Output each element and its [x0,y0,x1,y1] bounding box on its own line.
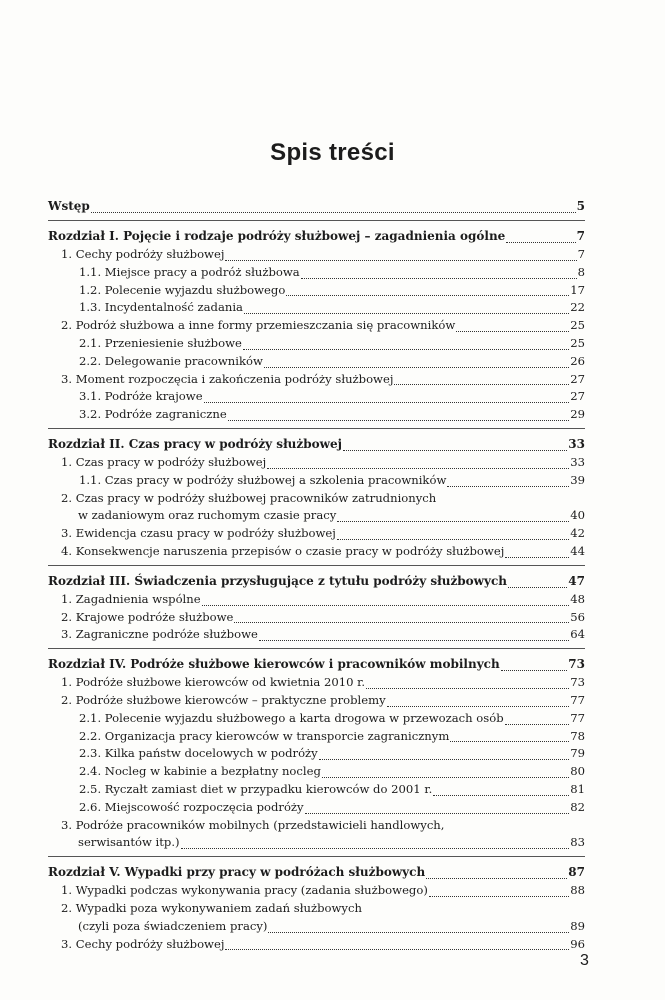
toc-entry [48,674,585,692]
toc-entry-title: 1.2. Polecenie wyjazdu służbowego [79,282,286,297]
toc-entry-page: 7 [576,229,585,243]
toc-entry [48,799,585,817]
toc-entry-title: Rozdział I. Pojęcie i rodzaje podróży służbowej – zagadnienia ogólne [48,229,506,243]
toc-entry-page: 33 [568,436,585,451]
toc-entry [48,728,585,746]
toc-entry-title: 1. Zagadnienia wspólne [61,591,201,606]
toc-entry-page: 77 [570,710,585,725]
dot-leader [394,384,569,385]
toc-entry-page: 40 [570,508,585,523]
dot-leader [366,688,569,689]
dot-leader [181,848,570,849]
toc-entry-page: 26 [570,353,585,368]
toc-entry-title: 2. Czas pracy w podróży służbowej pracowników zatrudnionych [61,490,437,505]
dot-leader [337,521,569,522]
toc-entry-page: 25 [570,335,585,350]
toc-entry-page: 29 [570,407,585,422]
toc-entry [48,388,585,406]
toc-entry-page: 77 [570,692,585,707]
dot-leader [508,587,567,588]
toc-entry-title: serwisantów itp.) [78,835,180,850]
dot-leader [319,759,570,760]
dot-leader [450,741,569,742]
dot-leader [343,450,567,451]
toc-entry-title: 1.1. Czas pracy w podróży służbowej a szkolenia pracowników [79,472,447,487]
dot-leader [501,670,568,671]
toc-entry [48,472,585,490]
toc-entry-page: 79 [570,746,585,761]
toc-entry-title: 2.2. Organizacja pracy kierowców w transporcie zagranicznym [79,728,450,743]
toc-entry-page: 17 [570,282,585,297]
toc-entry-title: w zadaniowym oraz ruchomym czasie pracy [78,508,337,523]
toc-section [48,435,585,566]
toc-entry-page: 39 [570,472,585,487]
toc-entry-title: Rozdział II. Czas pracy w podróży służbowej [48,436,342,451]
toc-entry [48,763,585,781]
dot-leader [429,896,569,897]
toc-chapter-entry [48,435,585,454]
dot-leader [267,468,569,469]
dot-leader [447,486,569,487]
dot-leader [228,420,570,421]
toc-entry-title: 2. Podróże służbowe kierowców – praktyczne problemy [61,692,386,707]
toc-entry-title: 3. Moment rozpoczęcia i zakończenia podróży służbowej [61,371,394,386]
toc-entry-title: Rozdział III. Świadczenia przysługujące z tytułu podróży służbowych [48,573,507,588]
toc-entry-page: 64 [570,627,585,642]
toc-entry-page: 73 [570,675,585,690]
toc-entry [48,264,585,282]
toc-chapter-entry [48,197,585,216]
toc-entry-title: 3. Podróże pracowników mobilnych (przedstawicieli handlowych, [61,817,445,832]
dot-leader [202,605,570,606]
dot-leader [337,539,569,540]
toc-chapter-entry [48,227,585,246]
dot-leader [305,813,570,814]
toc-entry-page: 78 [570,728,585,743]
toc-section [48,655,585,857]
dot-leader [433,795,569,796]
toc-entry-page: 81 [570,781,585,796]
toc-entry [48,900,585,918]
toc-entry [48,918,585,936]
dot-leader [286,295,569,296]
toc-entry [48,317,585,335]
toc-entry-page: 48 [570,591,585,606]
dot-leader [426,878,567,879]
dot-leader [259,640,569,641]
toc-entry-title: 2.4. Nocleg w kabinie a bezpłatny nocleg [79,764,321,779]
toc-entry-title: 2. Podróż służbowa a inne formy przemieszczania się pracowników [61,318,456,333]
toc-entry-title: Rozdział V. Wypadki przy pracy w podróżach służbowych [48,865,426,880]
toc-entry-page: 8 [577,264,585,279]
toc-entry [48,246,585,264]
toc-chapter-entry [48,863,585,882]
toc-entry [48,282,585,300]
toc-entry-title: 2. Wypadki poza wykonywaniem zadań służbowych [61,900,362,915]
toc-entry-page: 7 [577,247,585,261]
toc-entry [48,591,585,609]
toc-section [48,227,585,429]
toc-entry-page: 33 [570,454,585,469]
dot-leader [264,367,569,368]
toc-entry-title: 1. Cechy podróży służbowej [61,247,225,261]
dot-leader [91,212,576,213]
toc-entry-page: 87 [568,865,585,880]
toc-entry-title: 4. Konsekwencje naruszenia przepisów o czasie pracy w podróży służbowej [61,543,505,558]
toc-section [48,572,585,649]
page-title: Spis treści [270,139,395,166]
toc-entry-page: 56 [570,609,585,624]
toc-entry [48,781,585,799]
toc-entry-title: 3. Zagraniczne podróże służbowe [61,627,258,642]
toc-entry-page: 88 [570,883,585,898]
toc-entry [48,609,585,627]
toc-entry-title: 2.2. Delegowanie pracowników [79,353,263,368]
toc-entry-title: Rozdział IV. Podróże służbowe kierowców i pracowników mobilnych [48,657,500,672]
toc-entry [48,353,585,371]
toc-entry-page: 44 [570,543,585,558]
toc-entry-page: 22 [570,300,585,315]
toc-entry [48,299,585,317]
toc-entry-title: (czyli poza świadczeniem pracy) [78,918,268,933]
dot-leader [234,622,569,623]
toc-entry-title: 3.2. Podróże zagraniczne [79,407,227,422]
toc-entry-page: 96 [570,936,585,951]
toc-entry-page: 83 [570,835,585,850]
toc-entry [48,525,585,543]
toc-entry [48,406,585,424]
toc-entry-page: 5 [576,199,585,213]
toc-entry-title: 2.3. Kilka państw docelowych w podróży [79,746,318,761]
toc-entry [48,454,585,472]
toc-entry [48,490,585,508]
toc-entry-title: 2.1. Polecenie wyjazdu służbowego a karta drogowa w przewozach osób [79,710,504,725]
toc-entry [48,936,585,954]
dot-leader [322,777,569,778]
toc-section [48,863,585,957]
dot-leader [244,313,569,314]
toc-entry-title: 1. Czas pracy w podróży służbowej [61,454,267,469]
toc-entry-title: 3.1. Podróże krajowe [79,389,203,404]
toc-entry-page: 80 [570,764,585,779]
toc-section [48,197,585,221]
toc-entry [48,817,585,835]
toc-entry-title: 3. Ewidencja czasu pracy w podróży służbowej [61,526,336,541]
toc-entry [48,710,585,728]
toc-entry-page: 73 [568,657,585,672]
page-number: 3 [580,952,589,969]
toc-entry [48,371,585,389]
toc-entry [48,882,585,900]
dot-leader [301,278,577,279]
toc-entry-title: 1. Wypadki podczas wykonywania pracy (zadania służbowego) [61,883,428,898]
toc-entry [48,626,585,644]
toc-entry-title: 2.5. Ryczałt zamiast diet w przypadku kierowców do 2001 r. [79,781,433,796]
toc-entry [48,692,585,710]
dot-leader [505,724,570,725]
dot-leader [243,349,569,350]
toc-entry-page: 82 [570,799,585,814]
toc-entry [48,507,585,525]
dot-leader [225,260,576,261]
table-of-contents [48,197,585,963]
toc-entry-page: 25 [570,318,585,333]
toc-entry-page: 42 [570,526,585,541]
dot-leader [204,402,570,403]
toc-entry [48,543,585,561]
toc-entry-title: Wstęp [48,199,90,213]
toc-entry-title: 1.3. Incydentalność zadania [79,300,243,315]
dot-leader [268,932,569,933]
toc-chapter-entry [48,572,585,591]
toc-entry-page: 89 [570,918,585,933]
toc-entry-title: 3. Cechy podróży służbowej [61,936,225,951]
dot-leader [505,557,569,558]
toc-entry-title: 1.1. Miejsce pracy a podróż służbowa [79,264,300,279]
toc-entry-title: 1. Podróże służbowe kierowców od kwietnia 2010 r. [61,675,366,690]
toc-entry-page: 27 [570,371,585,386]
dot-leader [506,242,575,243]
toc-entry-title: 2.6. Miejscowość rozpoczęcia podróży [79,799,304,814]
toc-entry-title: 2.1. Przeniesienie służbowe [79,335,242,350]
dot-leader [387,706,570,707]
toc-entry [48,834,585,852]
toc-entry-title: 2. Krajowe podróże służbowe [61,609,234,624]
toc-entry-page: 27 [570,389,585,404]
toc-chapter-entry [48,655,585,674]
toc-entry [48,335,585,353]
dot-leader [456,331,569,332]
toc-entry [48,745,585,763]
dot-leader [225,949,569,950]
toc-entry-page: 47 [568,573,585,588]
